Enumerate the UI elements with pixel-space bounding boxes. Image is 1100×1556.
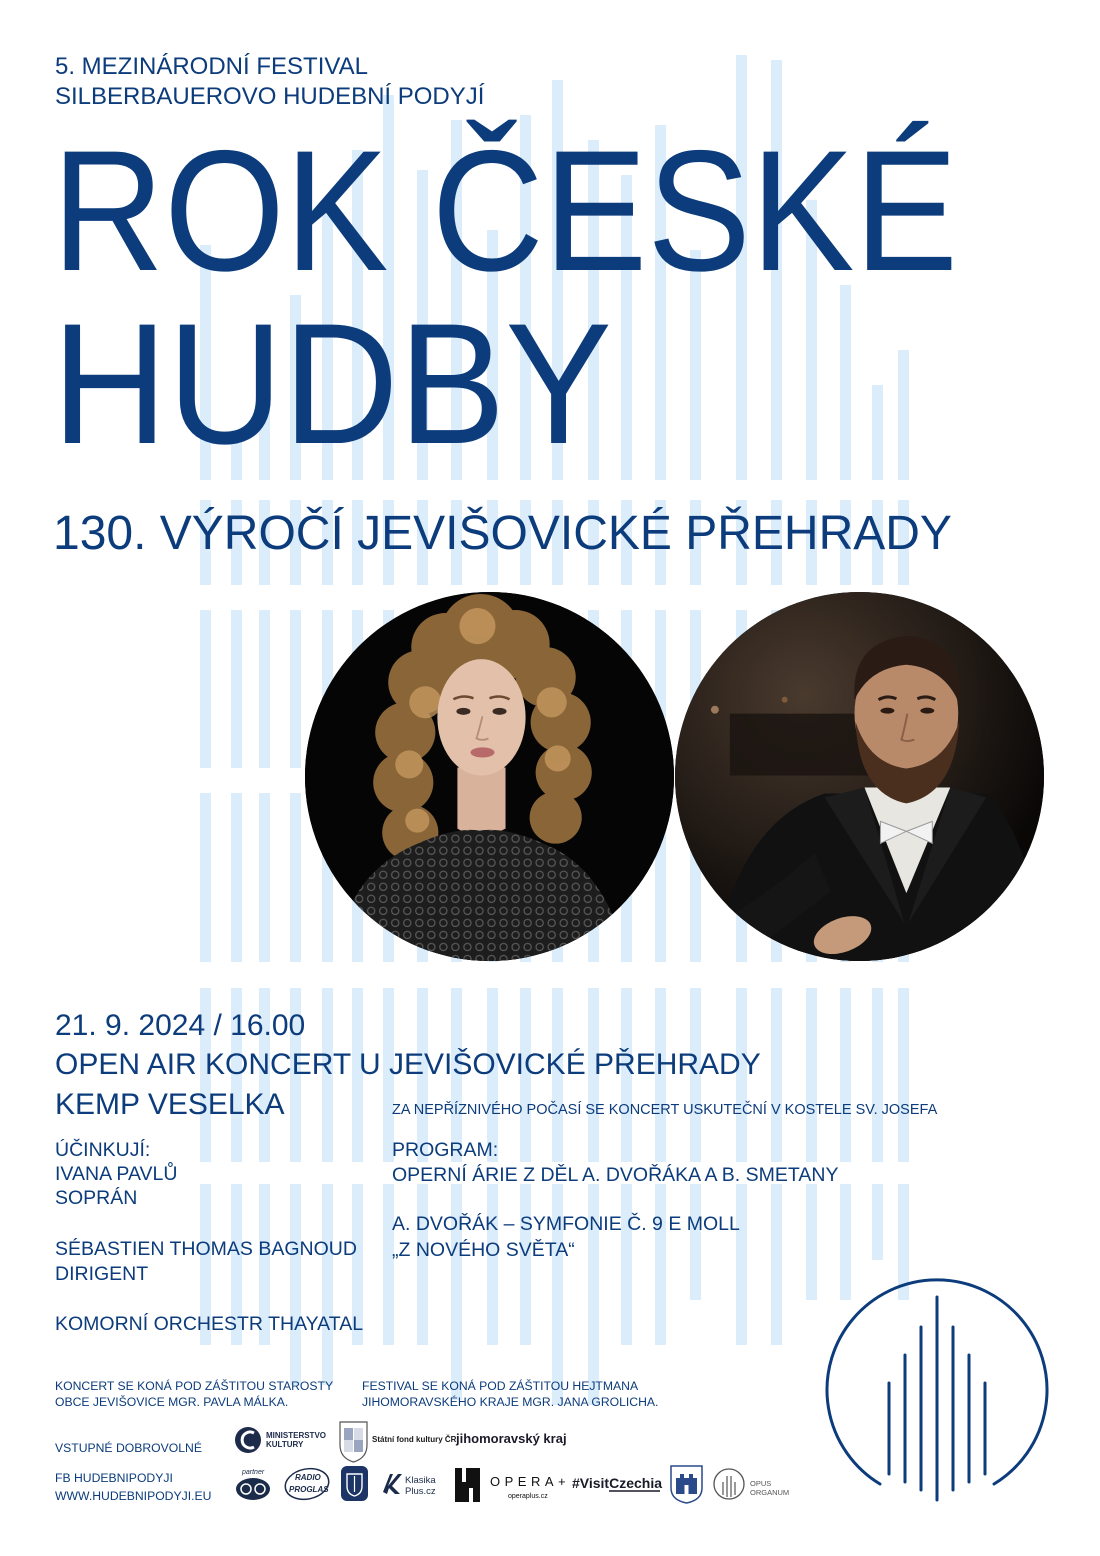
performer-role: SOPRÁN <box>55 1187 138 1209</box>
program-item: OPERNÍ ÁRIE Z DĚL A. DVOŘÁKA A B. SMETANY <box>392 1164 839 1186</box>
program-heading: PROGRAM: <box>392 1139 499 1161</box>
background-stripe <box>259 793 270 962</box>
background-stripe <box>520 1184 531 1345</box>
weather-note: ZA NEPŘÍZNIVÉHO POČASÍ SE KONCERT USKUTEČNÍ V KOSTELE SV. JOSEFA <box>392 1102 938 1118</box>
klasika-logo-line-1: Klasika <box>405 1475 436 1486</box>
portrait-soprano <box>305 592 674 961</box>
admission-note: VSTUPNÉ DOBROVOLNÉ <box>55 1441 202 1455</box>
background-stripe <box>771 988 782 1162</box>
mayor-patronage: KONCERT SE KONÁ POD ZÁŠTITOU STAROSTY <box>55 1379 334 1393</box>
festival-logo <box>827 1280 1047 1500</box>
opera-plus-logo <box>490 1474 570 1500</box>
event-datetime: 21. 9. 2024 / 16.00 <box>55 1009 306 1042</box>
ensemble-name: KOMORNÍ ORCHESTR THAYATAL <box>55 1313 364 1335</box>
ministry-logo-line-2: KULTURY <box>266 1440 304 1449</box>
south-moravian-region-logo: jihomoravský kraj <box>456 1431 567 1446</box>
festival-name: SILBERBAUEROVO HUDEBNÍ PODYJÍ <box>55 83 485 110</box>
background-stripe <box>290 793 301 962</box>
governor-patronage: FESTIVAL SE KONÁ POD ZÁŠTITOU HEJTMANA <box>362 1379 639 1393</box>
program-item: A. DVOŘÁK – SYMFONIE Č. 9 E MOLL <box>392 1213 740 1235</box>
background-stripe <box>840 285 851 480</box>
program-item-subtitle: „Z NOVÉHO SVĚTA“ <box>392 1239 575 1261</box>
radio-logo-line-2: PROGLAS <box>289 1485 329 1494</box>
event-venue: KEMP VESELKA <box>55 1088 285 1121</box>
festival-edition: 5. MEZINÁRODNÍ FESTIVAL <box>55 53 368 80</box>
partner-logo <box>236 1469 270 1500</box>
facebook-handle: FB HUDEBNIPODYJI <box>55 1471 173 1485</box>
partner-logo-label: partner <box>242 1469 265 1476</box>
ministry-logo-line-1: MINISTERSTVO <box>266 1431 327 1440</box>
title-line-2: HUDBY <box>52 288 612 480</box>
background-stripe <box>872 1184 883 1260</box>
radio-proglas-logo <box>282 1465 331 1503</box>
visit-czechia-text: #VisitCzechia <box>572 1475 663 1491</box>
klasika-logo-line-2: Plus.cz <box>405 1486 436 1497</box>
background-stripe <box>736 1184 747 1345</box>
municipal-crest-icon <box>341 1466 368 1501</box>
state-culture-fund-logo: Státní fond kultury ČR <box>372 1435 457 1444</box>
performers-heading: ÚČINKUJÍ: <box>55 1139 151 1161</box>
background-stripe <box>231 793 242 962</box>
opus-organum-logo <box>714 1469 789 1499</box>
background-stripe <box>259 610 270 768</box>
coat-of-arms-icon <box>340 1422 367 1462</box>
subtitle-anniversary: 130. VÝROČÍ JEVIŠOVICKÉ PŘEHRADY <box>53 507 952 560</box>
background-stripe <box>200 793 211 962</box>
h-logo-icon <box>455 1468 480 1502</box>
background-stripe <box>771 1184 782 1345</box>
performer-name: IVANA PAVLŮ <box>55 1163 178 1185</box>
opus-logo-line-1: OPUS <box>750 1479 772 1488</box>
background-stripe <box>840 988 851 1162</box>
governor-patronage: JIHOMORAVSKÉHO KRAJE MGR. JANA GROLICHA. <box>362 1395 659 1409</box>
background-stripe <box>322 1184 333 1385</box>
opera-plus-logo-text: OPERA+ <box>490 1474 571 1489</box>
background-stripe <box>383 1184 394 1345</box>
opus-logo-line-2: ORGANUM <box>750 1488 790 1497</box>
background-stripe <box>417 1184 428 1345</box>
background-stripe <box>806 1184 817 1300</box>
visit-czechia-logo <box>572 1475 662 1491</box>
ministry-of-culture-logo <box>235 1427 326 1453</box>
background-stripe <box>655 1184 666 1345</box>
background-stripe <box>872 988 883 1162</box>
mayor-patronage: OBCE JEVIŠOVICE MGR. PAVLA MÁLKA. <box>55 1395 289 1409</box>
background-stripe <box>487 1184 498 1345</box>
event-name: OPEN AIR KONCERT U JEVIŠOVICKÉ PŘEHRADY <box>55 1048 761 1081</box>
opera-plus-logo-url: operaplus.cz <box>508 1493 548 1500</box>
website-url: WWW.HUDEBNIPODYJI.EU <box>55 1489 212 1503</box>
background-stripe <box>872 385 883 480</box>
regional-crest-icon <box>671 1466 702 1503</box>
background-stripe <box>621 1184 632 1345</box>
background-stripe <box>806 988 817 1162</box>
background-stripe <box>898 988 909 1162</box>
background-stripe <box>231 610 242 768</box>
klasika-plus-logo <box>383 1474 436 1497</box>
radio-logo-line-1: RADIO <box>295 1473 321 1482</box>
background-stripe <box>690 1184 701 1300</box>
background-stripe <box>290 1184 301 1385</box>
background-stripe <box>200 610 211 768</box>
background-stripe <box>840 1184 851 1300</box>
title-line-1: ROK ČESKÉ <box>52 115 958 307</box>
portrait-conductor <box>675 592 1044 961</box>
performer-name: SÉBASTIEN THOMAS BAGNOUD <box>55 1238 357 1260</box>
performer-role: DIRIGENT <box>55 1263 149 1285</box>
background-stripe <box>898 350 909 480</box>
background-stripe <box>290 610 301 768</box>
